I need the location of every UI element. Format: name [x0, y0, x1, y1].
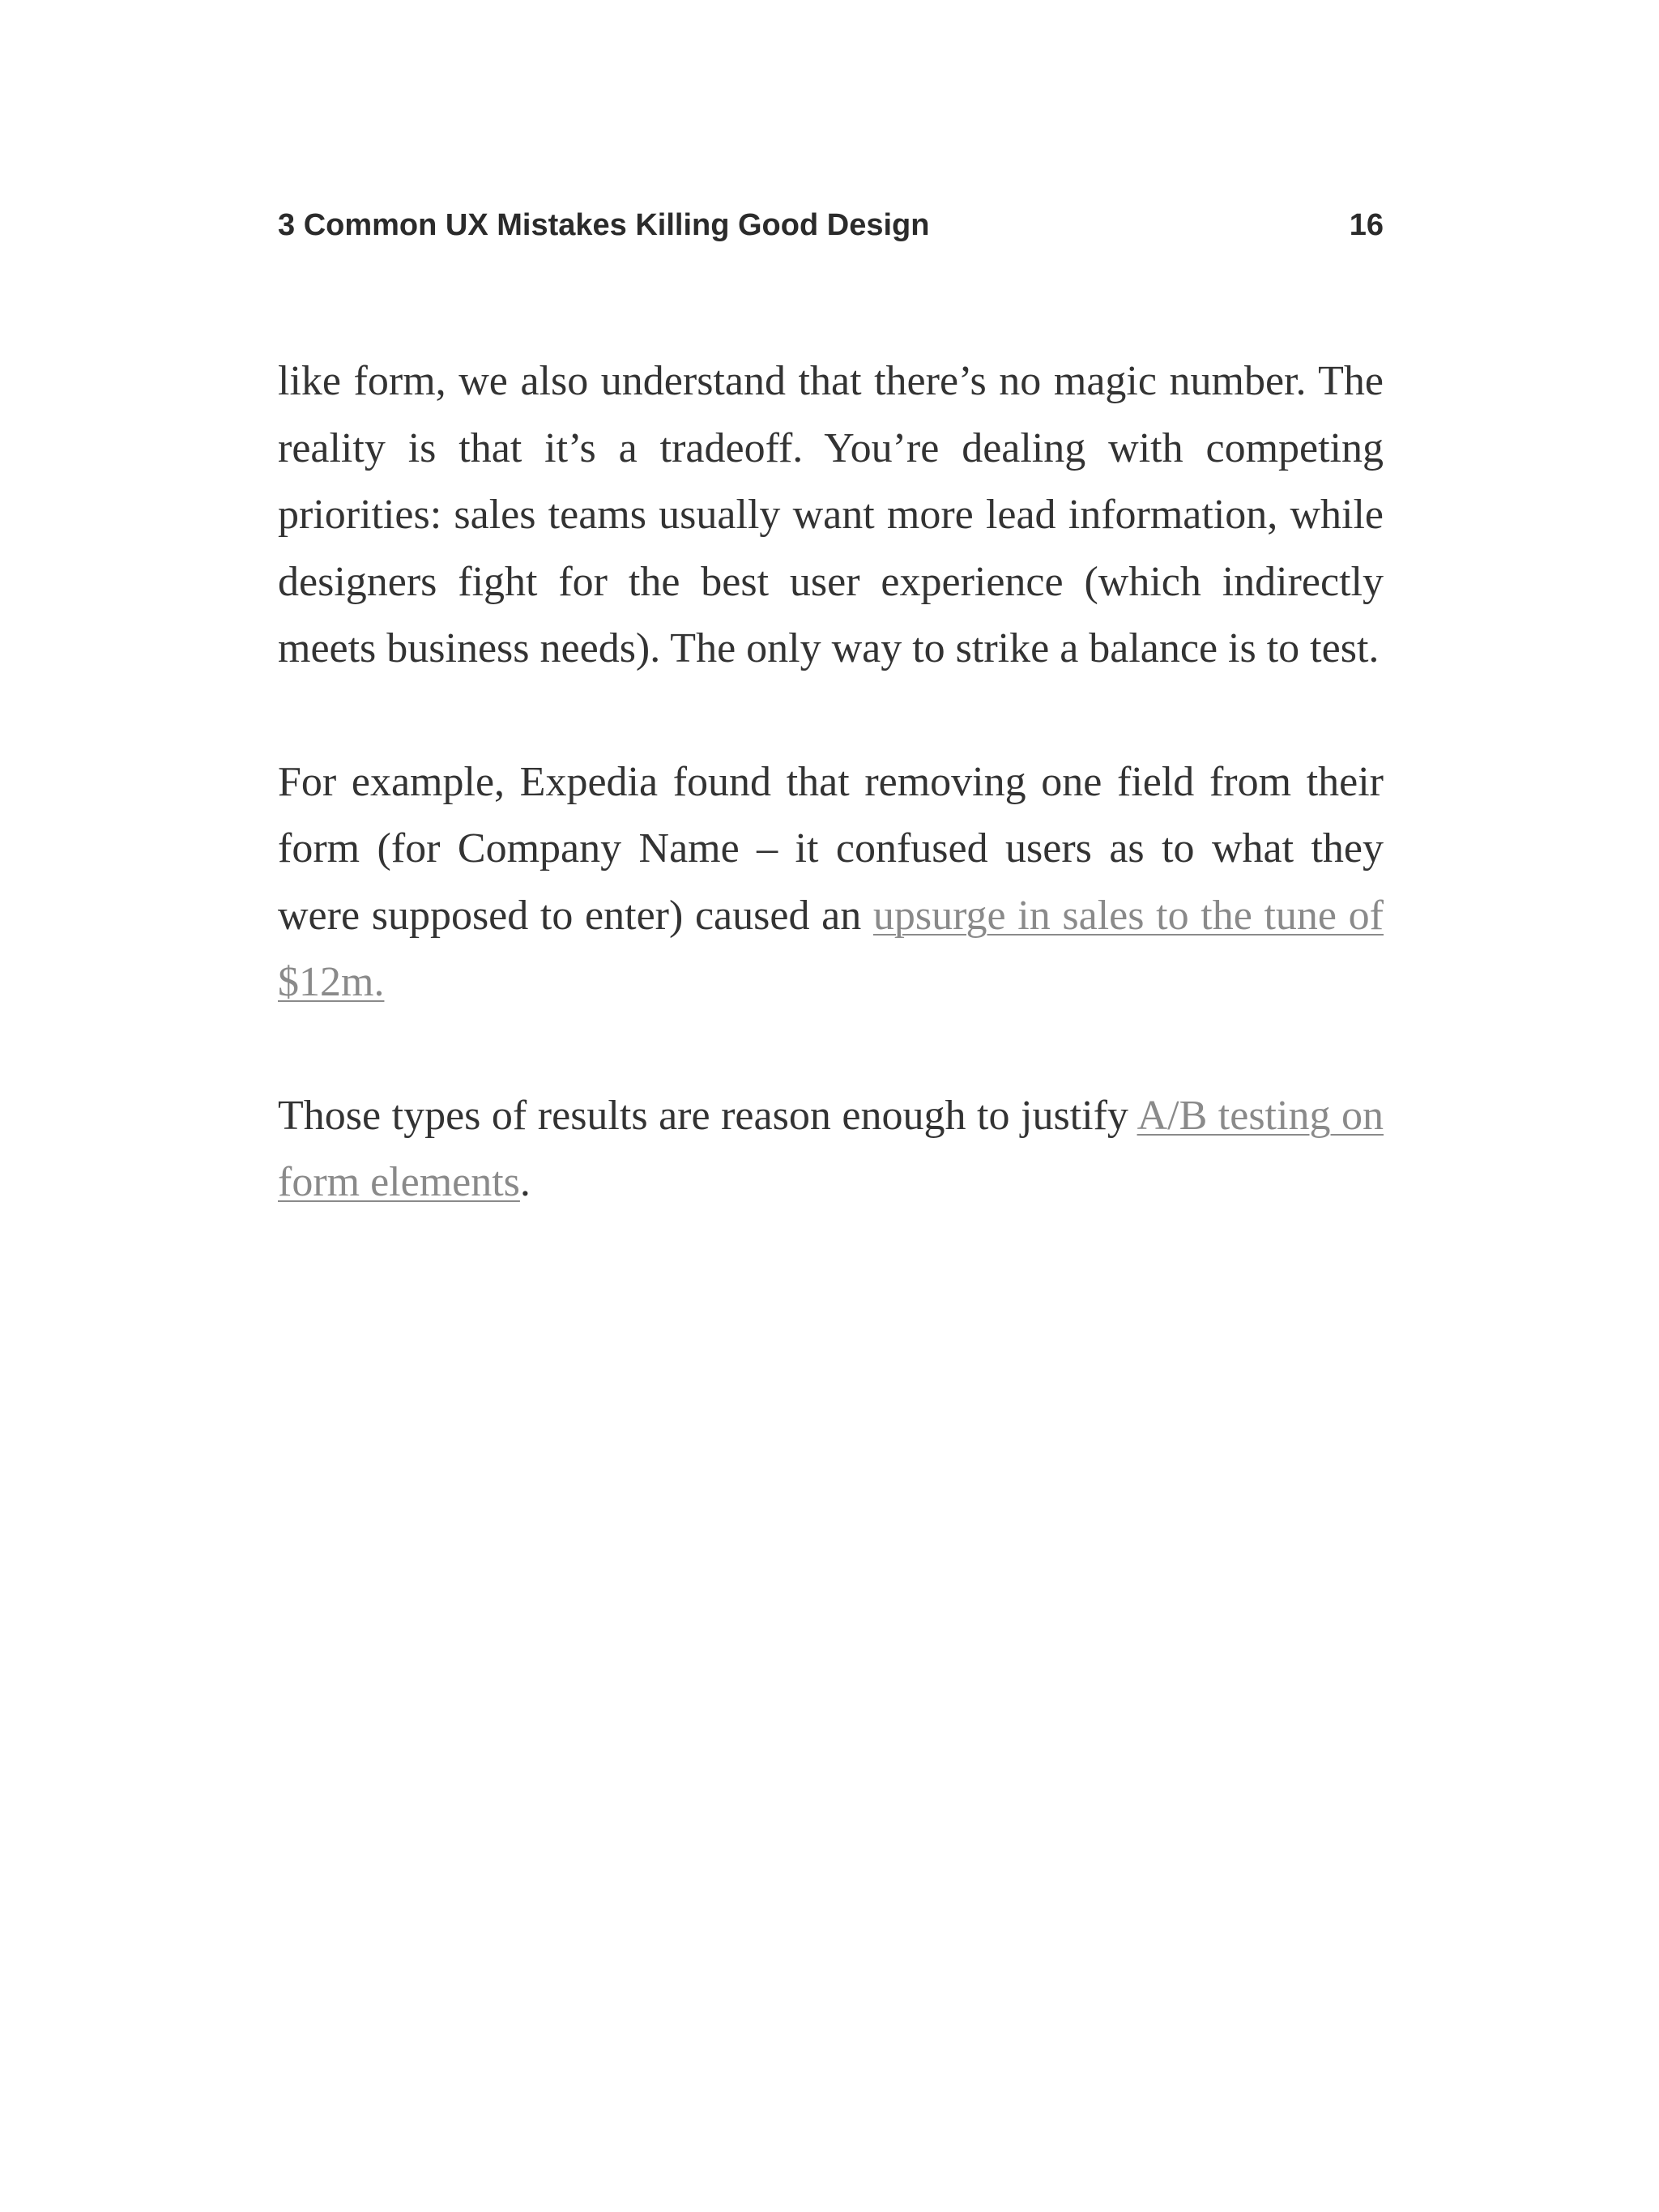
paragraph-end-punctuation: . [519, 1159, 531, 1205]
paragraph [278, 348, 1384, 683]
paragraph [278, 749, 1384, 1016]
expedia-sales-link[interactable]: upsurge in sales to the tune of $12m. [278, 892, 1384, 1005]
running-title: 3 Common UX Mistakes Killing Good Design [278, 207, 930, 242]
paragraph [278, 1083, 1384, 1217]
page-header [278, 202, 1384, 248]
paragraph-text: like form, we also understand that there’s no magic number. The reality is that it’s a tradeoff. You’re dealing with competing priorities: sales teams usually want more lead information, while designers fight for the best user experience (which indirectly meets business needs). The only way to strike a balance is to test. [278, 358, 1384, 671]
page-number: 16 [1349, 207, 1384, 242]
ab-testing-link[interactable]: A/B testing on form elements [278, 1092, 1384, 1205]
paragraph-text: Those types of results are reason enough to justify [278, 1092, 1137, 1139]
paragraph-text: For example, Expedia found that removing one field from their form (for Company Name – it confused users as to what they were supposed to enter) caused an [278, 758, 1384, 939]
document-body [278, 348, 1384, 1283]
